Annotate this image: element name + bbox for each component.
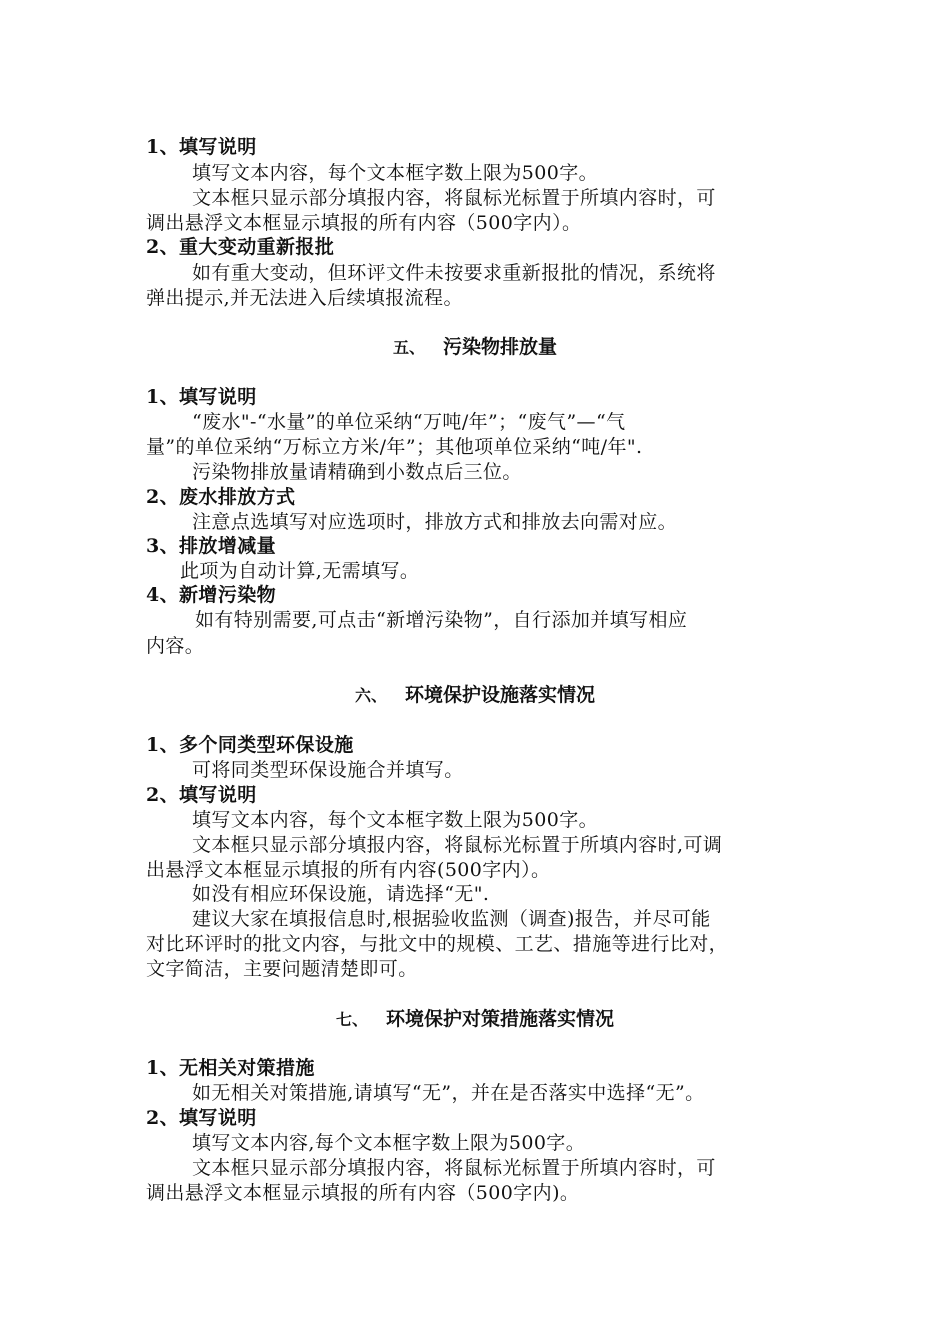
heading-similar-facilities: 1、多个同类型环保设施 [146, 734, 354, 756]
paragraph: 调出悬浮文本框显示填报的所有内容（500字内）。 [146, 212, 582, 234]
paragraph: 弹出提示,并无法进入后续填报流程。 [146, 287, 463, 309]
paragraph: 此项为自动计算,无需填写。 [180, 560, 420, 582]
paragraph: 出悬浮文本框显示填报的所有内容(500字内）。 [146, 859, 551, 881]
paragraph: 对比环评时的批文内容，与批文中的规模、工艺、措施等进行比对， [146, 933, 729, 955]
heading-wastewater-mode: 2、废水排放方式 [146, 486, 296, 508]
paragraph: 文本框只显示部分填报内容，将鼠标光标置于所填内容时，可 [192, 187, 716, 209]
paragraph: 文本框只显示部分填报内容，将鼠标光标置于所填内容时，可 [192, 1157, 716, 1179]
section-title-6 [0, 682, 950, 708]
paragraph: 如有重大变动，但环评文件未按要求重新报批的情况，系统将 [192, 262, 716, 284]
paragraph: 填写文本内容，每个文本框字数上限为500字。 [192, 162, 599, 184]
paragraph: 可将同类型环保设施合并填写。 [192, 759, 464, 781]
paragraph: 污染物排放量请精确到小数点后三位。 [192, 461, 522, 483]
section-number: 五、 [392, 338, 425, 357]
section-title-text: 环境保护对策措施落实情况 [386, 1008, 615, 1030]
section-number: 七、 [335, 1010, 368, 1029]
paragraph: 如没有相应环保设施，请选择“无". [192, 883, 490, 905]
heading-fill-instructions: 2、填写说明 [146, 784, 257, 806]
paragraph: 如无相关对策措施,请填写“无”，并在是否落实中选择“无”。 [192, 1082, 705, 1104]
section-title-7 [0, 1006, 950, 1032]
paragraph: 量”的单位采纳“万标立方米/年”；其他项单位采纳“吨/年". [146, 436, 643, 458]
section-title-text: 污染物排放量 [443, 336, 558, 358]
paragraph: 内容。 [146, 635, 205, 657]
paragraph: 调出悬浮文本框显示填报的所有内容（500字内)。 [146, 1182, 580, 1204]
paragraph: 填写文本内容，每个文本框字数上限为500字。 [192, 809, 599, 831]
heading-emission-change: 3、排放增减量 [146, 535, 277, 557]
paragraph: “废水"-“水量”的单位采纳“万吨/年”；“废气”—“气 [192, 411, 626, 433]
paragraph: 填写文本内容,每个文本框字数上限为500字。 [192, 1132, 586, 1154]
paragraph: 文本框只显示部分填报内容，将鼠标光标置于所填内容时,可调 [192, 834, 723, 856]
paragraph: 如有特别需要,可点击“新增污染物”，自行添加并填写相应 [195, 609, 688, 631]
heading-fill-instructions: 1、填写说明 [146, 386, 257, 408]
heading-fill-instructions: 2、填写说明 [146, 1107, 257, 1129]
paragraph: 注意点选填写对应选项时，排放方式和排放去向需对应。 [192, 511, 678, 533]
section-title-5 [0, 334, 950, 360]
heading-no-measures: 1、无相关对策措施 [146, 1057, 315, 1079]
section-number: 六、 [354, 686, 387, 705]
heading-fill-instructions: 1、填写说明 [146, 136, 257, 158]
paragraph: 文字简洁，主要问题清楚即可。 [146, 958, 418, 980]
heading-major-change: 2、重大变动重新报批 [146, 236, 335, 258]
heading-new-pollutant: 4、新增污染物 [146, 584, 277, 606]
paragraph: 建议大家在填报信息时,根据验收监测（调查)报告，并尽可能 [192, 908, 711, 930]
section-title-text: 环境保护设施落实情况 [405, 684, 596, 706]
